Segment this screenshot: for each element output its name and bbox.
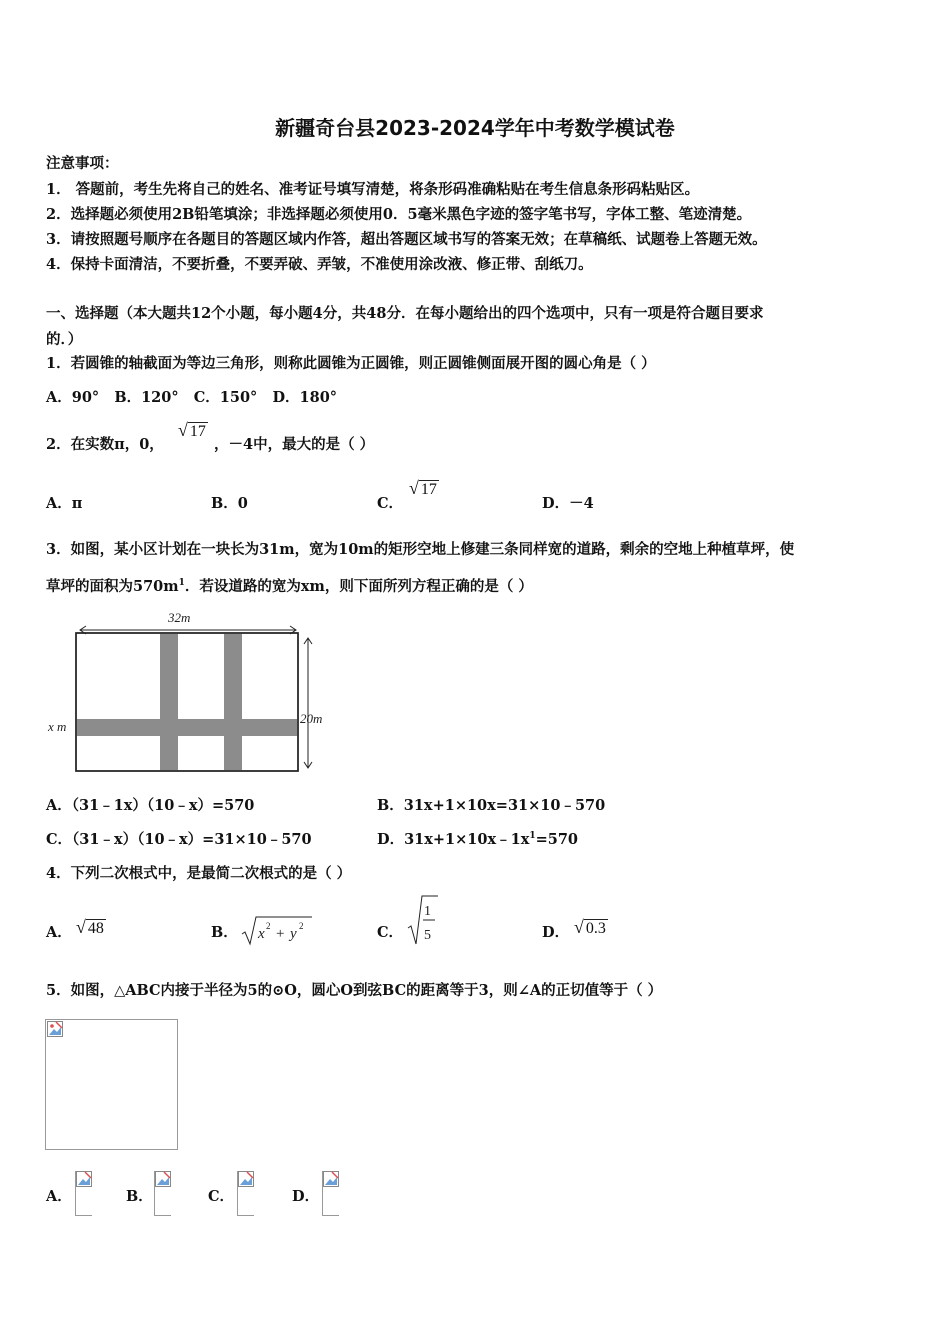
q4-option-a: A． [46, 924, 72, 941]
q5-option-a-image-placeholder [75, 1171, 92, 1216]
page-title: 新疆奇台县2023-2024学年中考数学模试卷 [275, 116, 675, 140]
q3-option-c: C．（31﹣x）（10﹣x）=31×10﹣570 [46, 831, 312, 848]
notice-item-2: 2．选择题必须使用2B铅笔填涂；非选择题必须使用0．5毫米黑色字迹的签字笔书写，字体工整、笔迹清楚。 [46, 206, 752, 223]
q4-option-b-sqrt-expression [240, 914, 314, 946]
q3-figure-road-label: x m [48, 719, 67, 734]
q4-option-c-sqrt-fraction [406, 894, 440, 948]
q5-option-a: A． [46, 1188, 72, 1205]
q5-option-b: B． [126, 1188, 153, 1205]
q3-stem-line2b: ．若设道路的宽为xm，则下面所列方程正确的是（ ） [184, 578, 533, 595]
q4-option-a-radicand: 48 [87, 920, 104, 937]
broken-image-icon [76, 1171, 92, 1187]
q3-option-a: A．（31﹣1x）（10﹣x）=570 [46, 797, 255, 814]
q1-stem: 1．若圆锥的轴截面为等边三角形，则称此圆锥为正圆锥，则正圆锥侧面展开图的圆心角是（ ） [46, 355, 656, 372]
q4-option-c-denominator: 5 [424, 928, 431, 943]
q3-option-d-part2: =570 [535, 831, 579, 848]
svg-text:+: + [276, 926, 285, 942]
q3-figure-road-vertical-1 [160, 633, 178, 771]
q4-option-b: B． [211, 924, 238, 941]
q4-option-d-sqrt: √ 0.3 [574, 917, 606, 937]
q2-option-a: A．π [46, 495, 83, 512]
svg-text:x: x [258, 926, 265, 942]
notice-item-3: 3．请按照题号顺序在各题目的答题区域内作答，超出答题区域书写的答案无效；在草稿纸、试题卷上答题无效。 [46, 231, 767, 248]
q3-figure-length-label: 32m [168, 610, 191, 625]
q3-option-d-exponent: 1 [529, 831, 536, 842]
q2-option-c: C． [377, 495, 404, 512]
q3-figure-road-vertical-2 [224, 633, 242, 771]
q3-option-b: B．31x+1×10x=31×10﹣570 [377, 797, 606, 814]
q2-stem-part1: 2．在实数π，0， [46, 436, 164, 453]
q5-option-d: D． [292, 1188, 320, 1205]
q3-road-figure [46, 606, 346, 778]
q5-option-b-image-placeholder [154, 1171, 171, 1216]
q5-figure-placeholder [45, 1019, 178, 1150]
q2-option-c-sqrt: √ 17 [409, 478, 437, 498]
broken-image-icon [47, 1021, 63, 1037]
svg-text:y: y [290, 926, 297, 942]
q4-option-d-radicand: 0.3 [585, 920, 606, 937]
q3-figure-width-label: 20m [300, 711, 323, 726]
q3-stem-line2a: 草坪的面积为570m [46, 578, 179, 595]
q3-option-d [377, 828, 578, 849]
q2-option-c-radicand: 17 [420, 481, 437, 498]
q4-stem: 4．下列二次根式中，是最简二次根式的是（ ） [46, 865, 352, 882]
q4-option-c: C． [377, 924, 404, 941]
q3-stem-exponent: 1 [178, 578, 185, 589]
q5-option-c: C． [208, 1188, 235, 1205]
q3-option-d-part1: D．31x+1×10x﹣1x [377, 831, 530, 848]
q4-option-a-sqrt: √ 48 [76, 917, 104, 937]
q2-option-b: B．0 [211, 495, 248, 512]
q3-stem-line2 [46, 575, 533, 596]
broken-image-icon [155, 1171, 171, 1187]
broken-image-icon [238, 1171, 254, 1187]
q2-stem-radicand: 17 [189, 423, 206, 440]
notice-item-1: 1． 答题前，考生先将自己的姓名、准考证号填写清楚，将条形码准确粘贴在考生信息条形码粘贴区。 [46, 181, 700, 198]
q1-options: A．90° B．120° C．150° D．180° [46, 389, 338, 406]
q2-stem-part2: ，－4中，最大的是（ ） [214, 436, 375, 453]
q2-stem-sqrt: √ 17 [178, 420, 206, 440]
broken-image-icon [323, 1171, 339, 1187]
q5-option-c-image-placeholder [237, 1171, 254, 1216]
section-heading-line2: 的．） [46, 331, 83, 348]
q3-figure-rectangle [76, 633, 298, 771]
q4-option-d: D． [542, 924, 570, 941]
q4-option-c-numerator: 1 [424, 904, 431, 919]
q3-figure-road-horizontal [76, 719, 298, 736]
q5-option-d-image-placeholder [322, 1171, 339, 1216]
svg-text:2: 2 [299, 921, 304, 931]
notice-item-4: 4．保持卡面清洁，不要折叠，不要弄破、弄皱，不准使用涂改液、修正带、刮纸刀。 [46, 256, 593, 273]
q5-stem: 5．如图，△ABC内接于半径为5的⊙O，圆心O到弦BC的距离等于3，则∠A的正切值等于（ ） [46, 982, 663, 999]
notice-heading: 注意事项： [46, 155, 119, 172]
section-heading-line1: 一、选择题（本大题共12个小题，每小题4分，共48分．在每小题给出的四个选项中，只有一项是符合题目要求 [46, 305, 764, 322]
q3-stem-line1: 3．如图，某小区计划在一块长为31m，宽为10m的矩形空地上修建三条同样宽的道路，剩余的空地上种植草坪，使 [46, 541, 795, 558]
svg-text:2: 2 [266, 921, 271, 931]
q2-option-d: D．－4 [542, 495, 594, 512]
